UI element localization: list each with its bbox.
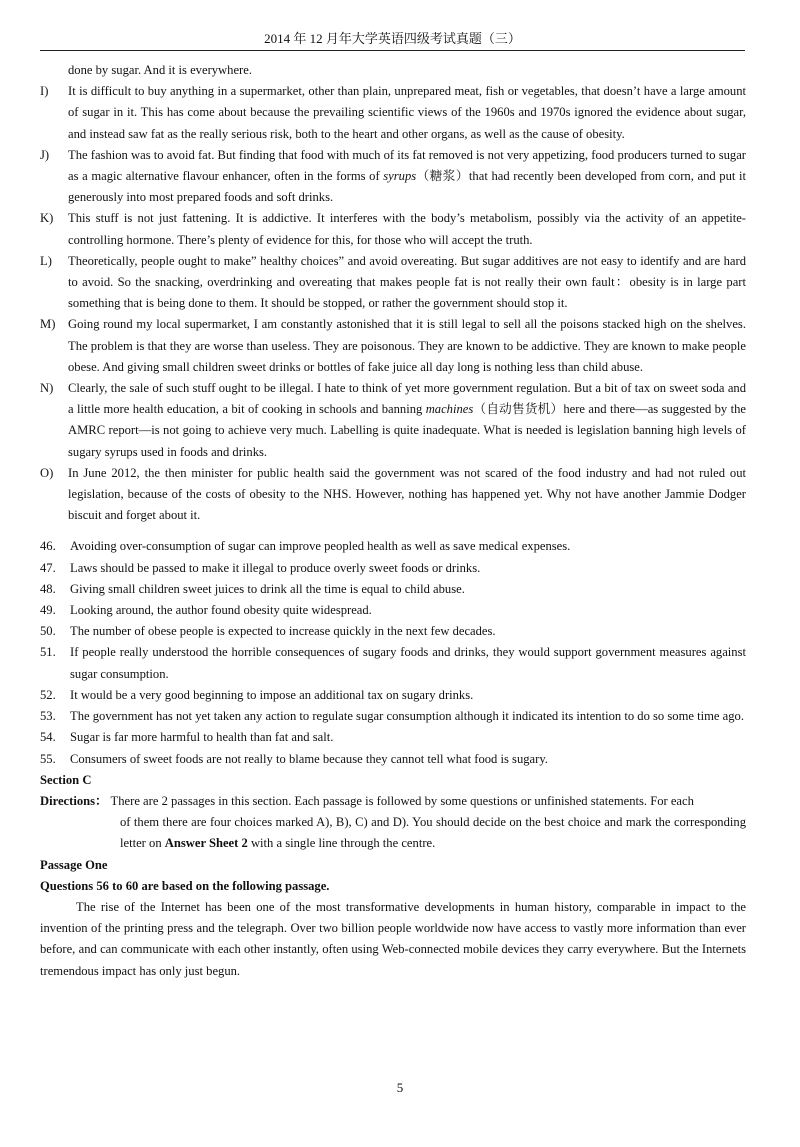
paragraph-text-part: Clearly, the sale of such stuff ought to be illegal. I hate to think of yet more government regulation. But a bit of tax on sweet soda and a little more health education, a bit of cooking in schools and banning (68, 381, 746, 417)
paragraph-label: M) (40, 317, 56, 332)
question-number: 47. (40, 560, 56, 575)
page-number: 5 (396, 1080, 404, 1095)
question-item (40, 600, 746, 621)
question-number: 54. (40, 730, 56, 745)
question-number: 52. (40, 687, 56, 702)
directions-text: with a single line through the centre. (247, 836, 436, 851)
paragraph-j (40, 145, 746, 209)
question-number: 50. (40, 624, 56, 639)
passage-title: Passage One (40, 857, 108, 872)
italic-term: machines (425, 402, 474, 417)
directions-text: There are 2 passages in this section. Each passage is followed by some questions or unfinished statements. For each (110, 793, 694, 808)
paragraph-text-part: （自动售货机）here and there—as suggested by the AMRC report—is not going to achieve very much. Labelling is quite inadequate. What is needed is legislation banning high levels of sugary syrups used in foods and drinks. (68, 402, 746, 459)
question-number: 48. (40, 581, 56, 596)
paragraph-l (40, 251, 746, 315)
question-text: The number of obese people is expected to increase quickly in the next few decades. (70, 624, 496, 639)
question-item (40, 642, 746, 684)
paragraph-text: It is difficult to buy anything in a supermarket, other than plain, unprepared meat, fish or vegetables, that doesn’t have a large amount of sugar in it. This has come about because the prevailing scientific views of the 1960s and 1970s ignored the evidence about sugar, and instead saw fat as the really serious risk, both to the heart and other organs, as well as the cause of obesity. (68, 84, 746, 141)
page-header (40, 30, 745, 51)
section-c-title: Section C (40, 772, 92, 787)
question-text: Giving small children sweet juices to drink all the time is equal to child abuse. (70, 581, 465, 596)
question-item (40, 579, 746, 600)
paragraph-label: N) (40, 381, 54, 396)
paragraph-text: Going round my local supermarket, I am constantly astonished that it is still legal to sell all the poisons stacked high on the shelves. The problem is that they are worse than useless. They are poisonous. They are known to be addictive. They are known to make people obese. And giving small children sweet drinks or bottles of fake juice all day long is nothing less than child abuse. (68, 317, 746, 374)
header-title: 2014 年 12 月年大学英语四级考试真题（三） (264, 31, 521, 46)
paragraph-text: This stuff is not just fattening. It is addictive. It interferes with the body’s metabolism, possibly via the activity of an appetite-controlling hormone. There’s plenty of evidence for this, for those who will accept the truth. (68, 211, 746, 247)
question-text: Laws should be passed to make it illegal to produce overly sweet foods or drinks. (70, 560, 481, 575)
question-text: The government has not yet taken any action to regulate sugar consumption although it indicated its intention to do so some time ago. (70, 709, 744, 724)
question-item (40, 706, 746, 727)
paragraph-text (68, 378, 746, 463)
paragraph-n (40, 378, 746, 463)
question-item (40, 558, 746, 579)
question-item (40, 621, 746, 642)
questions-heading: Questions 56 to 60 are based on the following passage. (40, 878, 330, 893)
paragraph-text (68, 145, 746, 209)
paragraph-o (40, 463, 746, 527)
question-item (40, 749, 746, 770)
question-text: Sugar is far more harmful to health than fat and salt. (70, 730, 334, 745)
paragraph-label: K) (40, 211, 54, 226)
question-text: Avoiding over-consumption of sugar can improve peopled health as well as save medical expenses. (70, 539, 571, 554)
paragraph-k (40, 208, 746, 250)
passage-text: The rise of the Internet has been one of the most transformative developments in human history, comparable in impact to the invention of the printing press and the telegraph. Over two billion people worldwide now have access to vastly more information than ever before, and can communicate with each other instantly, often using Web-connected mobile devices they carry everywhere. But the Internets tremendous impact has only just begun. (40, 899, 746, 978)
question-number: 49. (40, 603, 56, 618)
question-number: 51. (40, 645, 56, 660)
question-item (40, 685, 746, 706)
paragraph-text: In June 2012, the then minister for public health said the government was not scared of the food industry and had not ruled out legislation, because of the costs of obesity to the NHS. However, nothing has happened yet. Why not have another Jammie Dodger biscuit and forget about it. (68, 465, 746, 523)
question-text: If people really understood the horrible consequences of sugary foods and drinks, they would support government measures against sugar consumption. (70, 645, 746, 681)
paragraph-i (40, 81, 746, 145)
spacer (40, 526, 746, 536)
question-number: 53. (40, 709, 56, 724)
question-text: Consumers of sweet foods are not really to blame because they cannot tell what food is sugary. (70, 751, 548, 766)
question-item (40, 727, 746, 748)
answer-sheet-label: Answer Sheet 2 (164, 836, 248, 851)
paragraph-text: Theoretically, people ought to make” healthy choices” and avoid overeating. But sugar additives are not easy to identify and are hard to avoid. So the snacking, overdrinking and overeating that makes people fat is not really their own fault：obesity is in large part something that is being done to them. It should be stopped, or rather the government should stop it. (68, 253, 746, 311)
question-text: It would be a very good beginning to impose an additional tax on sugary drinks. (70, 687, 474, 702)
question-item (40, 536, 746, 557)
paragraph-label: L) (40, 253, 52, 268)
italic-term: syrups (383, 169, 417, 184)
paragraph-label: I) (40, 84, 49, 99)
question-number: 55. (40, 751, 56, 766)
paragraph-label: J) (40, 147, 50, 162)
paragraph-label: O) (40, 465, 54, 480)
continued-line: done by sugar. And it is everywhere. (68, 63, 252, 77)
page-content (40, 60, 746, 982)
directions-text: of them there are four choices marked A), B), C) and D). You should decide on the best choice and mark the corresponding letter on (120, 815, 746, 851)
paragraph-text-part: The fashion was to avoid fat. But finding that food with much of its fat removed is not very appetizing, food producers turned to sugar as a magic alternative flavour enhancer, often in the forms of (68, 147, 746, 184)
question-text: Looking around, the author found obesity quite widespread. (70, 603, 372, 618)
paragraph-text-part: （糖浆）that had recently been developed from corn, and put it generously into most prepared foods and soft drinks. (68, 169, 747, 205)
directions (40, 791, 746, 812)
question-number: 46. (40, 539, 56, 554)
paragraph-m (40, 314, 746, 378)
directions-continued (40, 812, 746, 854)
directions-label: Directions： (40, 793, 108, 808)
